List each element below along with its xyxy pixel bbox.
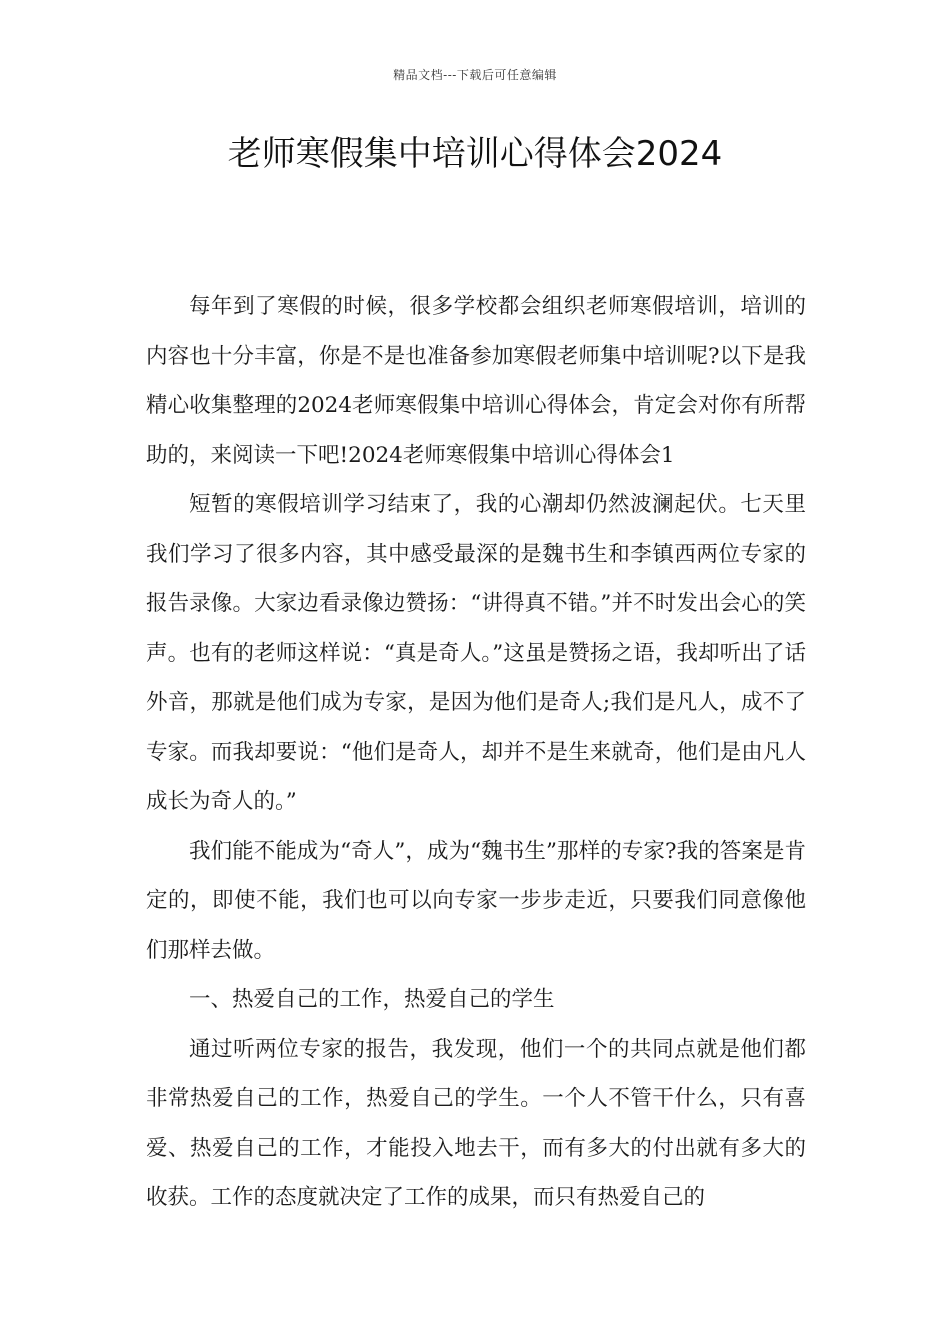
document-title: 老师寒假集中培训心得体会2024	[227, 134, 723, 174]
section-heading: 一、热爱自己的工作，热爱自己的学生	[189, 987, 555, 1012]
header-note: 精品文档---下载后可任意编辑	[393, 68, 557, 82]
paragraph-section-body: 通过听两位专家的报告，我发现，他们一个的共同点就是他们都非常热爱自己的工作，热爱自己的学生。一个人不管干什么，只有喜爱、热爱自己的工作，才能投入地去干，而有多大的付出就有多大的收获。工作的态度就决定了工作的成果，而只有热爱自己的	[146, 1036, 806, 1210]
paragraph-intro: 每年到了寒假的时候，很多学校都会组织老师寒假培训，培训的内容也十分丰富，你是不是也准备参加寒假老师集中培训呢?以下是我精心收集整理的2024老师寒假集中培训心得体会，肯定会对你有所帮助的，来阅读一下吧!2024老师寒假集中培训心得体会1	[146, 294, 806, 468]
document-body	[146, 282, 806, 1223]
paragraph-reflection: 短暂的寒假培训学习结束了，我的心潮却仍然波澜起伏。七天里我们学习了很多内容，其中感受最深的是魏书生和李镇西两位专家的报告录像。大家边看录像边赞扬：“讲得真不错。”并不时发出会心的笑声。也有的老师这样说：“真是奇人。”这虽是赞扬之语，我却听出了话外音，那就是他们成为专家，是因为他们是奇人;我们是凡人，成不了专家。而我却要说：“他们是奇人，却并不是生来就奇，他们是由凡人成长为奇人的。”	[146, 492, 806, 814]
paragraph-question: 我们能不能成为“奇人”，成为“魏书生”那样的专家?我的答案是肯定的，即使不能，我们也可以向专家一步步走近，只要我们同意像他们那样去做。	[146, 838, 806, 963]
